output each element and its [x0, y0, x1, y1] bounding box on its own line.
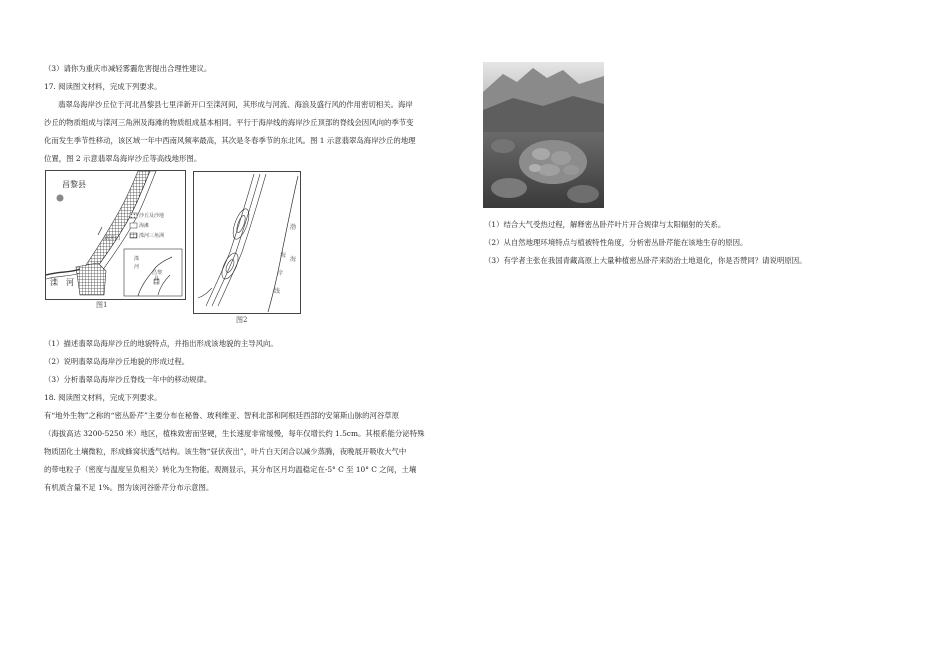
sea-label: 渤 — [290, 224, 297, 231]
photo-drawing — [483, 62, 604, 208]
q17-question: （3）分析翡翠岛海岸沙丘脊线一年中的移动规律。 — [44, 375, 212, 384]
q18-para-line: 有“地外生物”之称的“密丛卧芹”主要分布在秘鲁、玻利维亚、智利北部和阿根廷西部的安第斯山脉的河谷草原 — [44, 411, 400, 420]
q17-para-line: 翡翠岛海岸沙丘位于河北昌黎县七里洋新开口至滦河间，其形成与河流、海浪及盛行风的作用密切相关。海岸 — [58, 100, 413, 109]
q18-title: 18. 阅读图文材料，完成下列要求。 — [44, 393, 162, 402]
q17-title: 17. 阅读图文材料，完成下列要求。 — [44, 82, 162, 91]
coastline-label: 线 — [274, 288, 281, 295]
figure-1-caption: 图1 — [96, 301, 108, 309]
inset-label: 滦 — [134, 256, 140, 262]
q17-question: （1）描述翡翠岛海岸沙丘的地貌特点，并指出形成该地貌的主导风向。 — [44, 339, 278, 348]
q18-para-line: （海拔高达 3200-5250 米）地区，植株致密而坚硬，生长速度非常缓慢，每年仅增长约 1.5cm。其根系能分泌特殊 — [44, 429, 425, 438]
q18-para-line: 有机质含量不足 1%。图为该河谷卧芹分布示意图。 — [44, 483, 214, 492]
q18-para-line: 物质固化土壤微粒，形成蜂窝状透气结构。该生物“昼伏夜出”，叶片白天闭合以减少蒸腾，夜晚展开吸收大气中 — [44, 447, 407, 456]
q18-para-line: 的带电粒子（密度与温度呈负相关）转化为生物能。观测显示，其分布区月均温稳定在-5° C 至 10° C 之间，土壤 — [44, 465, 417, 474]
luanhe-river-label: 滦 河 — [50, 278, 74, 287]
q17-para-line: 沙丘的物质组成与滦河三角洲及海滩的物质组成基本相同。平行于海岸线的海岸沙丘顶部的脊线会因风向的季节变 — [44, 118, 414, 127]
inset-label: 河 — [134, 264, 140, 270]
legend-item-beach: 海滩 — [139, 223, 150, 229]
q18-question: （2）从自然地理环境特点与植被特性角度，分析密丛卧芹能在该地生存的原因。 — [484, 238, 748, 247]
changli-county-label: 昌黎县 — [62, 180, 86, 189]
coastline-label: 海 — [280, 252, 287, 259]
figure-2-drawing — [194, 172, 300, 313]
q17-para-line: 位置，图 2 示意翡翠岛海岸沙丘等高线地形图。 — [44, 154, 202, 163]
figure-2-caption: 图2 — [236, 316, 248, 324]
inset-label: 昌黎 — [152, 270, 163, 276]
q18-question: （1）结合大气受热过程，解释密丛卧芹叶片开合规律与太阳辐射的关系。 — [484, 220, 726, 229]
q18-question: （3）有学者主张在我国青藏高原上大量种植密丛卧芹来防治土地退化，你是否赞同？请说明原因。 — [484, 256, 807, 265]
legend-item-dunes: 沙丘及沙地 — [139, 213, 165, 219]
inset-label: 县 — [154, 276, 160, 282]
yareta-plant-photo — [483, 62, 604, 208]
xinkaikou-label: 新开口 — [104, 236, 121, 242]
q17-para-line: 化而发生季节性移动，该区域一年中西南风频率最高，其次是冬春季节的东北风。图 1 示意翡翠岛海岸沙丘的地理 — [44, 136, 416, 145]
legend-item-delta: 滦河三角洲 — [139, 233, 165, 239]
figure-2-contour-map — [193, 171, 301, 314]
coastline-label: 岸 — [277, 270, 284, 277]
figure-1-location-map — [45, 170, 186, 300]
q16-item3: （3）请你为重庆市减轻雾霾危害提出合理性建议。 — [44, 64, 212, 73]
q17-question: （2）说明翡翠岛海岸沙丘地貌的形成过程。 — [44, 357, 190, 366]
sea-label: 海 — [290, 256, 297, 263]
